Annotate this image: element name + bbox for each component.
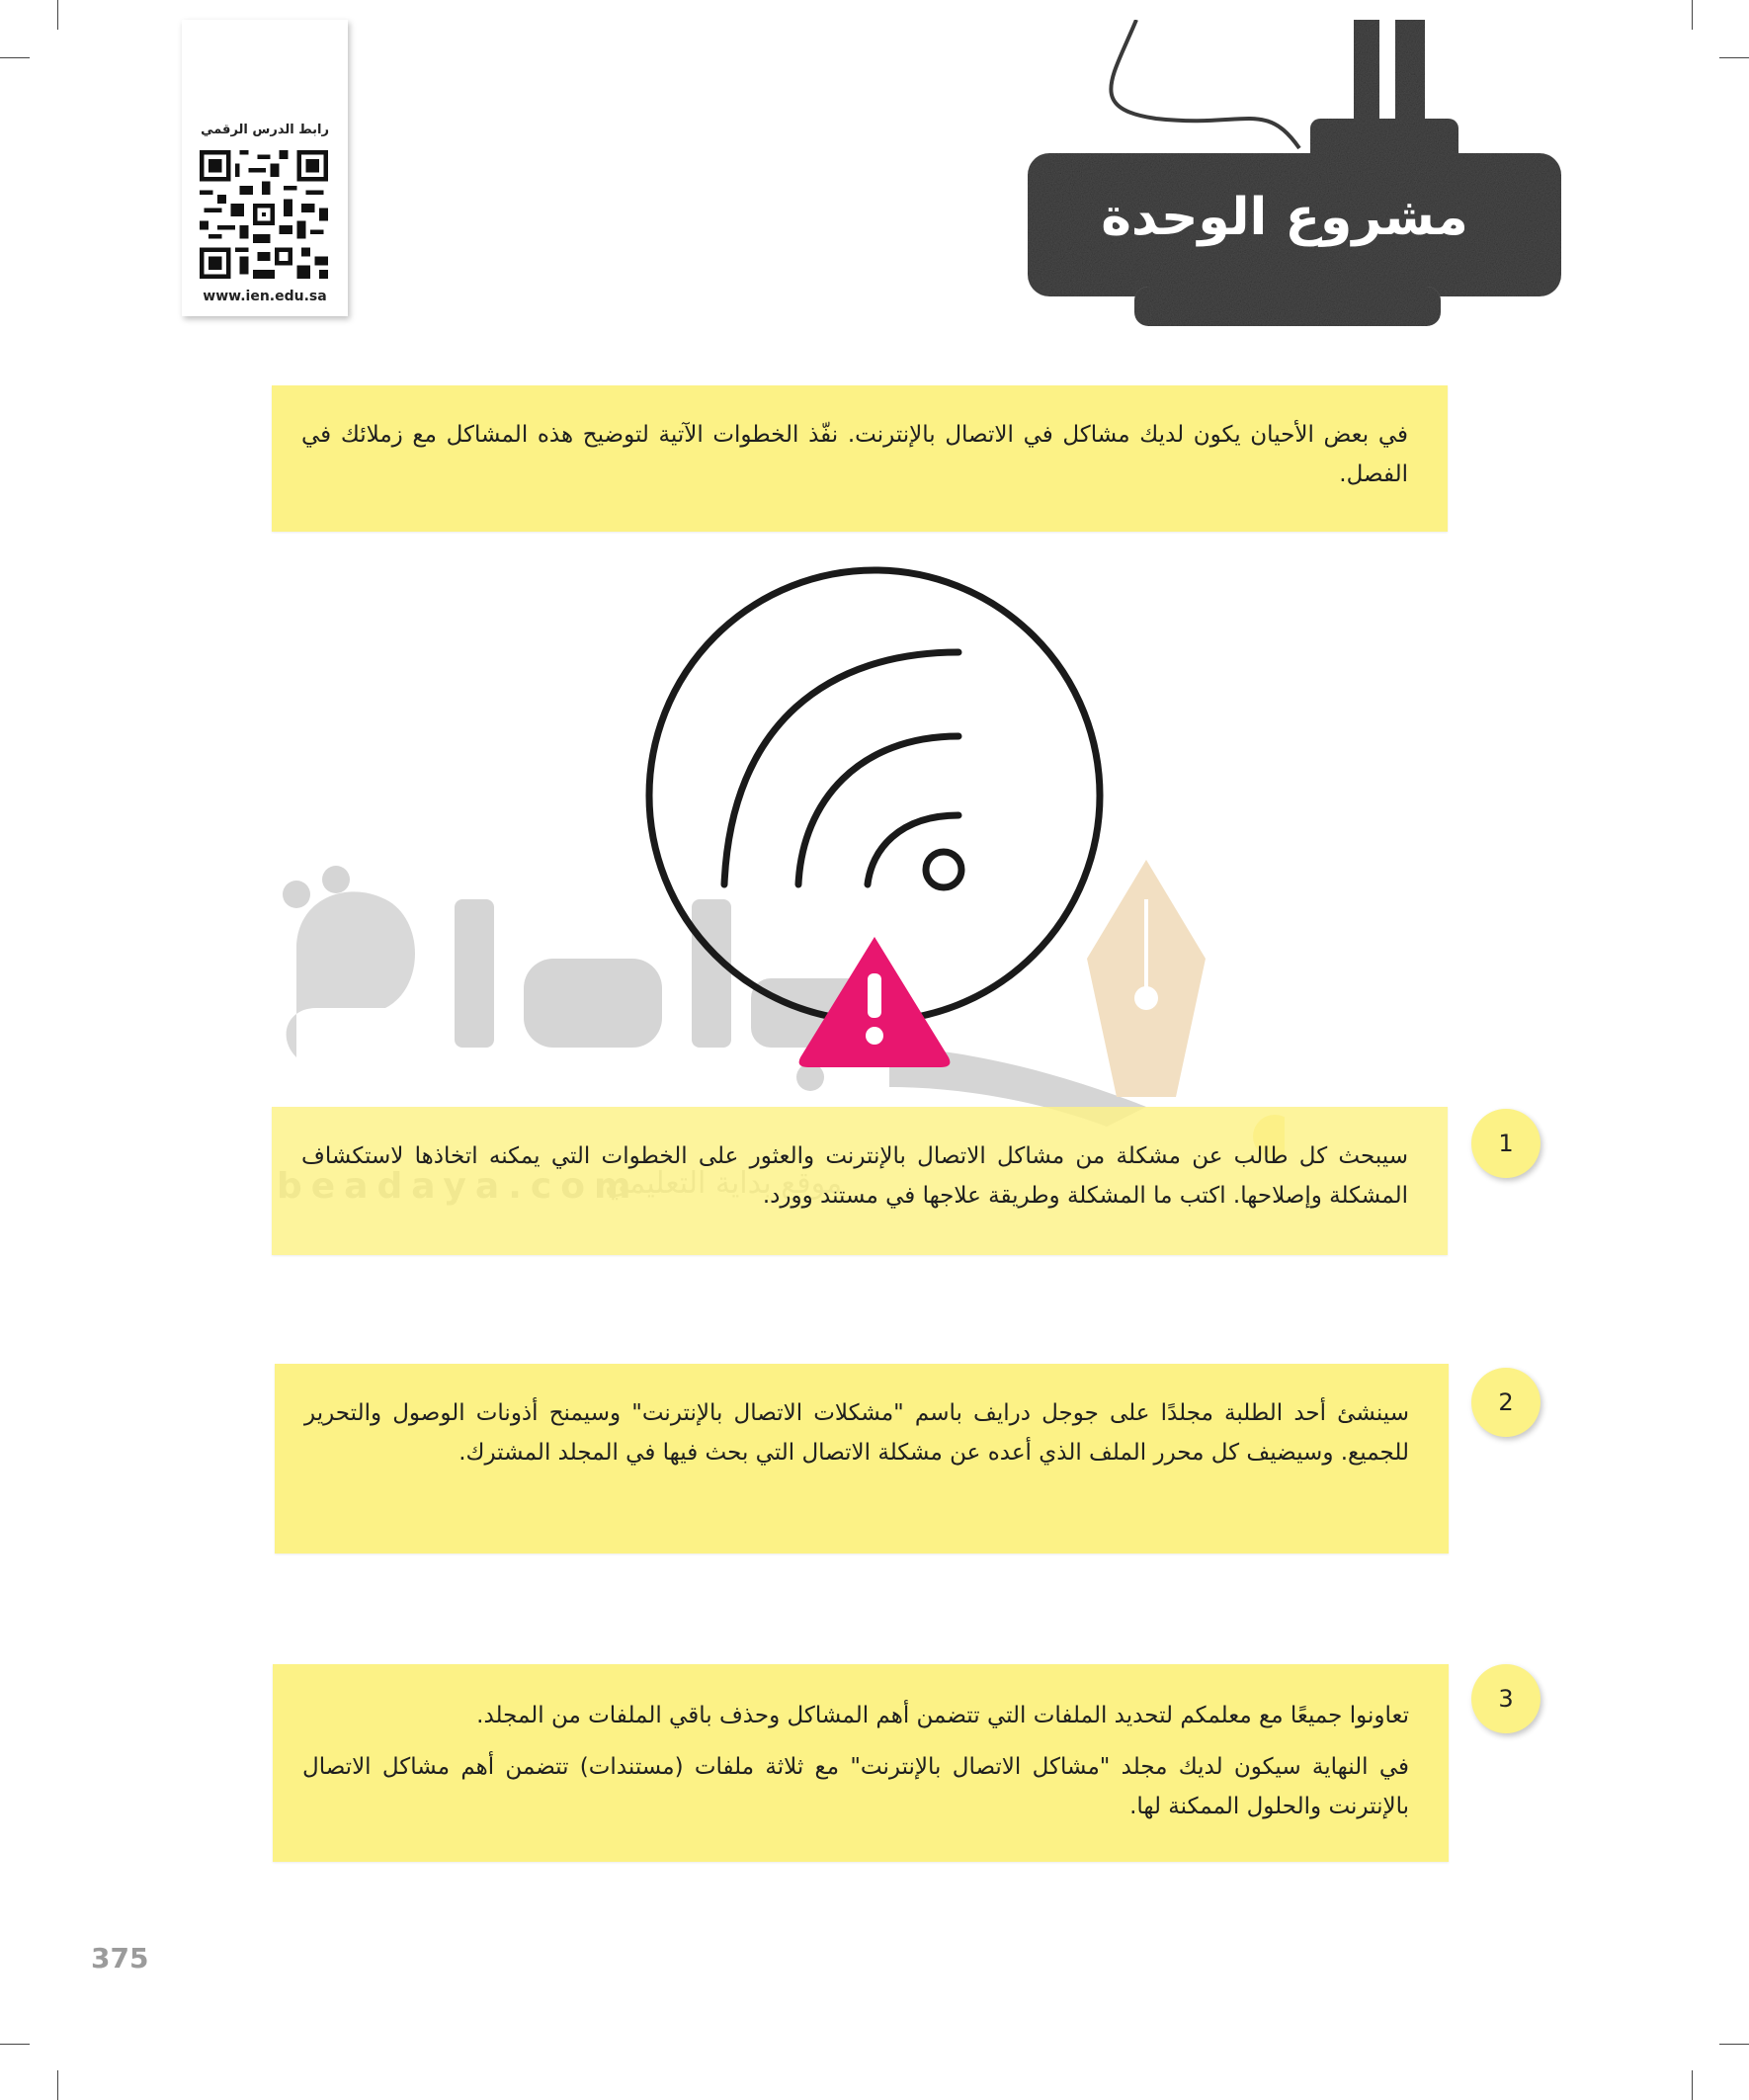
- warning-icon: [799, 937, 951, 1067]
- step-2-note: [275, 1364, 1449, 1554]
- crop-mark: [0, 57, 30, 58]
- digital-lesson-label: رابط الدرس الرقمي: [201, 123, 329, 137]
- crop-mark: [0, 2044, 30, 2045]
- crop-mark: [1692, 0, 1693, 30]
- crop-mark: [1692, 2070, 1693, 2100]
- crop-mark: [1719, 2044, 1749, 2045]
- wifi-icon: [724, 652, 958, 884]
- wifi-illustration: [632, 553, 1117, 1067]
- step-3-text-1: تعاونوا جميعًا مع معلمكم لتحديد الملفات التي تتضمن أهم المشاكل وحذف باقي الملفات من المجلد.: [476, 1703, 1409, 1728]
- step-3-text-2: في النهاية سيكون لديك مجلد "مشاكل الاتصال بالإنترنت" مع ثلاثة ملفات (مستندات) تتضمن أهم مشاكل الاتصال بالإنترنت والحلول الممكنة لها.: [302, 1754, 1409, 1819]
- step-2-number: 2: [1471, 1368, 1541, 1437]
- page-title: مشروع الوحدة: [1101, 188, 1468, 247]
- step-3-note: [273, 1664, 1449, 1862]
- step-3-number: 3: [1471, 1664, 1541, 1733]
- crop-mark: [1719, 57, 1749, 58]
- page-number: 375: [91, 1942, 149, 1974]
- crop-mark: [57, 0, 58, 30]
- digital-lesson-card[interactable]: [182, 20, 348, 316]
- crop-mark: [57, 2070, 58, 2100]
- unit-project-banner: [1018, 20, 1571, 326]
- step-1-number: 1: [1471, 1109, 1541, 1178]
- digital-lesson-url[interactable]: www.ien.edu.sa: [203, 289, 327, 304]
- step-2-text: سينشئ أحد الطلبة مجلدًا على جوجل درايف باسم "مشكلات الاتصال بالإنترنت" وسيمنح أذونات الوصول والتحرير للجميع. وسيضيف كل محرر الملف الذي أعده عن مشكلة الاتصال التي بحث فيها في المجلد المشترك.: [304, 1400, 1409, 1466]
- step-1-text: سيبحث كل طالب عن مشكلة من مشاكل الاتصال بالإنترنت والعثور على الخطوات التي يمكنه اتخاذها لاستكشاف المشكلة وإصلاحها. اكتب ما المشكلة وطريقة علاجها في مستند وورد.: [301, 1143, 1408, 1209]
- qr-code-icon[interactable]: [200, 150, 328, 279]
- intro-text: في بعض الأحيان يكون لديك مشاكل في الاتصال بالإنترنت. نفّذ الخطوات الآتية لتوضيح هذه المشاكل مع زملائك في الفصل.: [301, 422, 1408, 487]
- step-1-note: [272, 1107, 1448, 1255]
- intro-note: [272, 385, 1448, 532]
